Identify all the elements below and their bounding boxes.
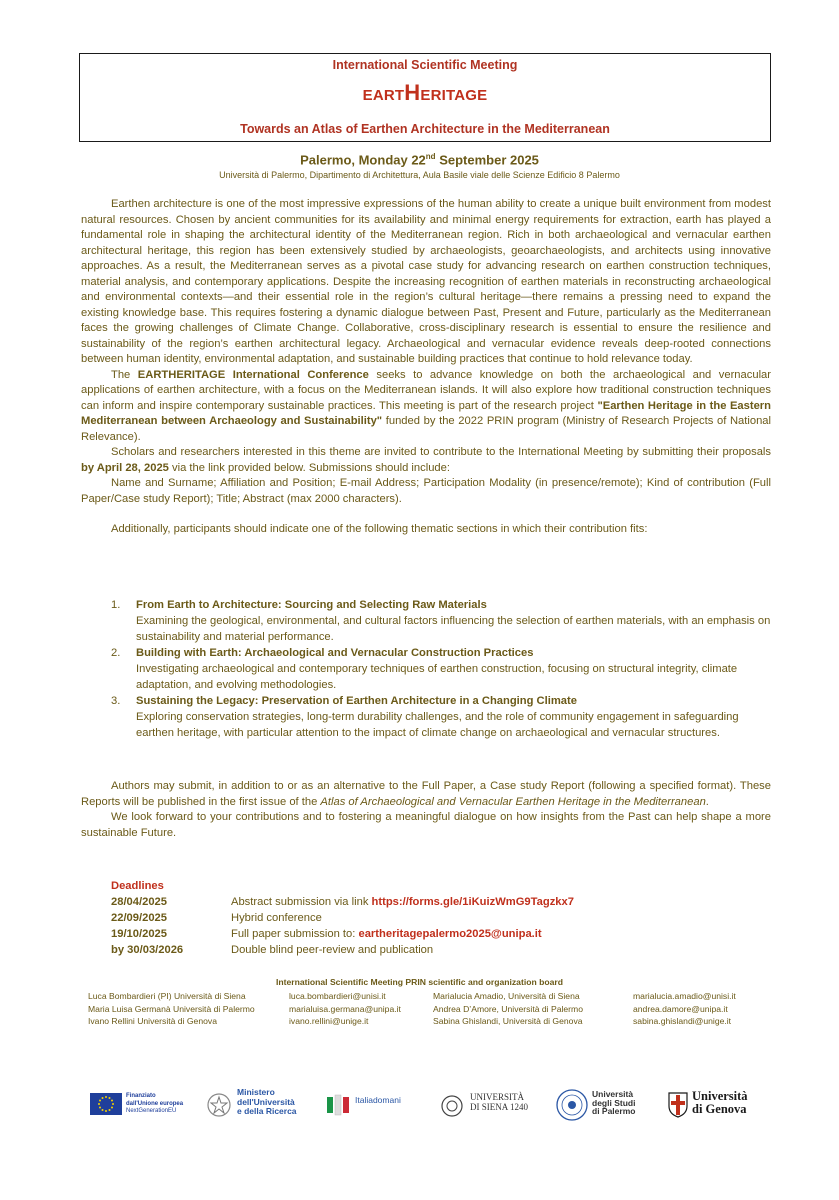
siena-text-line: DI SIENA 1240 bbox=[470, 1102, 528, 1112]
title-part-1: EART bbox=[362, 87, 405, 104]
deadline-row bbox=[111, 926, 542, 942]
unipa-logo bbox=[555, 1085, 645, 1125]
p2-post: funded by the 2022 PRIN program (Ministry of Research Projects of National Relevance). bbox=[81, 415, 771, 443]
board-member: Andrea D’Amore, Università di Palermo bbox=[433, 1003, 583, 1014]
board-emails-col-2 bbox=[633, 990, 736, 1028]
deadline-text: Double blind peer-review and publication bbox=[231, 944, 434, 956]
deadline-row bbox=[111, 894, 574, 910]
board-member: Luca Bombardieri (PI) Università di Siena bbox=[88, 991, 246, 1001]
sponsor-logos bbox=[0, 1085, 839, 1125]
siena-text bbox=[470, 1092, 528, 1112]
eu-text-line: NextGenerationEU bbox=[126, 1108, 177, 1114]
deadlines-title: Deadlines bbox=[111, 880, 164, 892]
mur-text-line: Ministero bbox=[237, 1087, 275, 1097]
submission-email-link[interactable]: eartheritagepalermo2025@unipa.it bbox=[358, 928, 542, 940]
venue: Università di Palermo, Dipartimento di Architettura, Aula Basile viale delle Scienze Edificio 8 Palermo bbox=[219, 170, 620, 180]
palermo-text-line: di Palermo bbox=[592, 1106, 636, 1116]
place-date-prefix: Palermo, Monday 22 bbox=[300, 152, 426, 168]
intro-paragraph-1: Earthen architecture is one of the most impressive expressions of the human ability to create a unique built environment from modest natural resources. Chosen by ancient communities for its availability and minimal energy requirements for extraction, earth has played a fundamental role in shaping the architectural identity of the Mediterranean region. Rich in both archaeological and vernacular earthen architectural heritage, this region has been extensively studied by archaeologists, geoarchaeologists, and architects using innovative approaches. As a result, the Mediterranean serves as a pivotal case study for advancing research on earthen construction techniques, material analysis, and contemporary applications. Despite the increasing recognition of earthen materials in reconstructing archaeological and environmental contexts—and their essential role in the region’s cultural heritage—there remains a pressing need to expand the existing knowledge base. This requires fostering a dynamic dialogue between Past, Present and Future, particularly as the Mediterranean faces the growing challenges of Climate Change. Collaborative, cross-disciplinary research is essential to ensure the resilience and sustainability of the region’s earthen architectural legacy. Archaeological and vernacular evidence reveals deep-rooted connections between human identity, environmental adaptation, and sustainable building practices that continue to hold relevance today. bbox=[81, 198, 771, 365]
italian-emblem-icon bbox=[206, 1091, 232, 1119]
title-initial: H bbox=[404, 80, 421, 105]
thematic-sections bbox=[111, 597, 771, 741]
deadline-date: 19/10/2025 bbox=[111, 928, 167, 940]
section-title: Sustaining the Legacy: Preservation of Earthen Architecture in a Changing Climate bbox=[136, 695, 577, 707]
section-number: 1. bbox=[111, 599, 121, 611]
deadline-date: 28/04/2025 bbox=[111, 896, 167, 908]
atlas-title: Atlas of Archaeological and Vernacular Earthen Heritage in the Mediterranean bbox=[320, 795, 706, 808]
board-email-link[interactable]: ivano.rellini@unige.it bbox=[289, 1016, 369, 1026]
deadline-text: Full paper submission to: bbox=[231, 928, 359, 940]
intro-paragraph-3 bbox=[81, 445, 771, 476]
palermo-text-line: degli Studi bbox=[592, 1097, 636, 1108]
board-email-link[interactable]: marialucia.amadio@unisi.it bbox=[633, 991, 736, 1001]
p3-deadline: by April 28, 2025 bbox=[81, 461, 169, 474]
palermo-seal-icon bbox=[555, 1088, 589, 1122]
place-date bbox=[0, 152, 839, 167]
unisi-logo bbox=[440, 1085, 530, 1125]
eu-nextgen-logo bbox=[90, 1085, 200, 1125]
p2-project-name: "Earthen Heritage in the Eastern Mediterranean between Archaeology and Sustainability" bbox=[81, 399, 771, 427]
palermo-text bbox=[592, 1090, 635, 1116]
section-item bbox=[111, 645, 771, 693]
mur-text-line: dell'Università bbox=[237, 1096, 295, 1107]
deadlines bbox=[111, 878, 574, 958]
meeting-type: International Scientific Meeting bbox=[332, 58, 518, 72]
deadline-date: 22/09/2025 bbox=[111, 912, 167, 924]
conference-title bbox=[80, 80, 770, 106]
p2-pre: The bbox=[111, 368, 138, 381]
palermo-text-line: Università bbox=[592, 1089, 634, 1099]
board-emails-col-1 bbox=[289, 990, 401, 1028]
board-email-link[interactable]: sabina.ghislandi@unige.it bbox=[633, 1016, 732, 1026]
p2-conference-name: EARTHERITAGE International Conference bbox=[137, 368, 369, 381]
section-description: Investigating archaeological and contemporary techniques of earthen construction, focusing on structural integrity, climate adaptation, and evolving methodologies. bbox=[136, 663, 738, 691]
place-date-suffix: September 2025 bbox=[435, 152, 539, 168]
board-names-col-1 bbox=[88, 990, 255, 1028]
closing-paragraph-1 bbox=[81, 779, 771, 810]
italiadomani-mark-icon bbox=[325, 1093, 351, 1117]
closing-text bbox=[81, 779, 771, 841]
deadline-row bbox=[111, 910, 322, 926]
deadline-description bbox=[231, 894, 574, 910]
mur-logo bbox=[206, 1085, 306, 1125]
mur-text-line: e della Ricerca bbox=[237, 1106, 297, 1116]
section-item bbox=[111, 597, 771, 645]
genova-text-line: Università bbox=[692, 1089, 748, 1103]
deadline-description bbox=[231, 926, 542, 942]
eu-logo-text bbox=[126, 1093, 183, 1116]
siena-seal-icon bbox=[440, 1094, 464, 1118]
board-member: Ivano Rellini Università di Genova bbox=[88, 1016, 217, 1026]
section-description: Exploring conservation strategies, long-term durability challenges, and the role of community engagement in safeguarding earthen heritage, with particular attention to the impact of climate change on archaeological and vernacular structures. bbox=[136, 711, 739, 739]
eu-text-line: dall'Unione europea bbox=[126, 1100, 184, 1107]
board-email-link[interactable]: luca.bombardieri@unisi.it bbox=[289, 991, 386, 1001]
genova-text bbox=[692, 1090, 748, 1115]
closing-p1-post: . bbox=[705, 795, 709, 808]
board-member: Sabina Ghislandi, Università di Genova bbox=[433, 1016, 583, 1026]
eu-flag-icon bbox=[90, 1093, 122, 1115]
place-date-sup: nd bbox=[425, 152, 436, 161]
intro-paragraph-5: Additionally, participants should indicate one of the following thematic sections in which their contribution fits: bbox=[111, 523, 648, 535]
genova-shield-icon bbox=[668, 1092, 688, 1118]
intro-text bbox=[81, 197, 771, 538]
deadline-description bbox=[231, 942, 433, 958]
board-title: International Scientific Meeting PRIN scientific and organization board bbox=[276, 977, 563, 987]
closing-p1-pre: Authors may submit, in addition to or as an alternative to the Full Paper, a Case study Report (following a specified format). These Reports will be published in the first issue of the bbox=[81, 780, 771, 808]
abstract-form-link[interactable]: https://forms.gle/1iKuizWmG9Tagzkx7 bbox=[371, 896, 574, 908]
section-title: Building with Earth: Archaeological and Vernacular Construction Practices bbox=[136, 647, 534, 659]
genova-text-line: di Genova bbox=[692, 1101, 747, 1116]
section-item bbox=[111, 693, 771, 741]
deadline-date: by 30/03/2026 bbox=[111, 944, 184, 956]
intro-paragraph-4: Name and Surname; Affiliation and Position; E-mail Address; Participation Modality (in presence/remote); Kind of contribution (Full Paper/Case study Report); Title; Abstract (max 2000 characters). bbox=[81, 477, 771, 505]
board-member: Marialucia Amadio, Università di Siena bbox=[433, 991, 580, 1001]
p2-mid: seeks to advance knowledge on both the archaeological and vernacular applications of earthen architecture, with a focus on the Mediterranean islands. It will also explore how traditional construction techniques can inform and inspire contemporary sustainable practices. This meeting is part of the research project bbox=[81, 368, 772, 412]
italiadomani-logo bbox=[325, 1085, 415, 1125]
board-email-link[interactable]: andrea.damore@unipa.it bbox=[633, 1003, 728, 1014]
p3-post: via the link provided below. Submissions should include: bbox=[168, 461, 450, 474]
p3-pre: Scholars and researchers interested in this theme are invited to contribute to the International Meeting by submitting their proposals bbox=[111, 446, 771, 458]
eu-text-line: Finanziato bbox=[126, 1093, 156, 1099]
italiadomani-text: Italiadomani bbox=[355, 1095, 401, 1105]
board-names-col-2 bbox=[433, 990, 583, 1028]
deadline-text: Hybrid conference bbox=[231, 912, 322, 924]
deadline-text: Abstract submission via link bbox=[231, 896, 372, 908]
intro-paragraph-2 bbox=[81, 368, 771, 446]
title-part-2: ERITAGE bbox=[420, 87, 488, 104]
board-email-link[interactable]: marialuisa.germana@unipa.it bbox=[289, 1003, 401, 1014]
section-title: From Earth to Architecture: Sourcing and Selecting Raw Materials bbox=[136, 599, 487, 611]
deadline-row bbox=[111, 942, 434, 958]
unige-logo bbox=[668, 1085, 768, 1125]
section-number: 2. bbox=[111, 647, 121, 659]
mur-logo-text bbox=[237, 1088, 297, 1117]
siena-text-line: UNIVERSITÀ bbox=[470, 1092, 524, 1102]
closing-paragraph-2: We look forward to your contributions and to fostering a meaningful dialogue on how insights from the Past can help shape a more sustainable Future. bbox=[81, 811, 771, 839]
header-box bbox=[79, 53, 771, 142]
board-member: Maria Luisa Germanà Università di Palermo bbox=[88, 1003, 255, 1014]
deadline-description bbox=[231, 910, 322, 926]
section-number: 3. bbox=[111, 695, 121, 707]
conference-tagline: Towards an Atlas of Earthen Architecture in the Mediterranean bbox=[240, 122, 610, 136]
section-description: Examining the geological, environmental, and cultural factors influencing the selection of earthen materials, with an emphasis on sustainability and material performance. bbox=[136, 615, 771, 643]
